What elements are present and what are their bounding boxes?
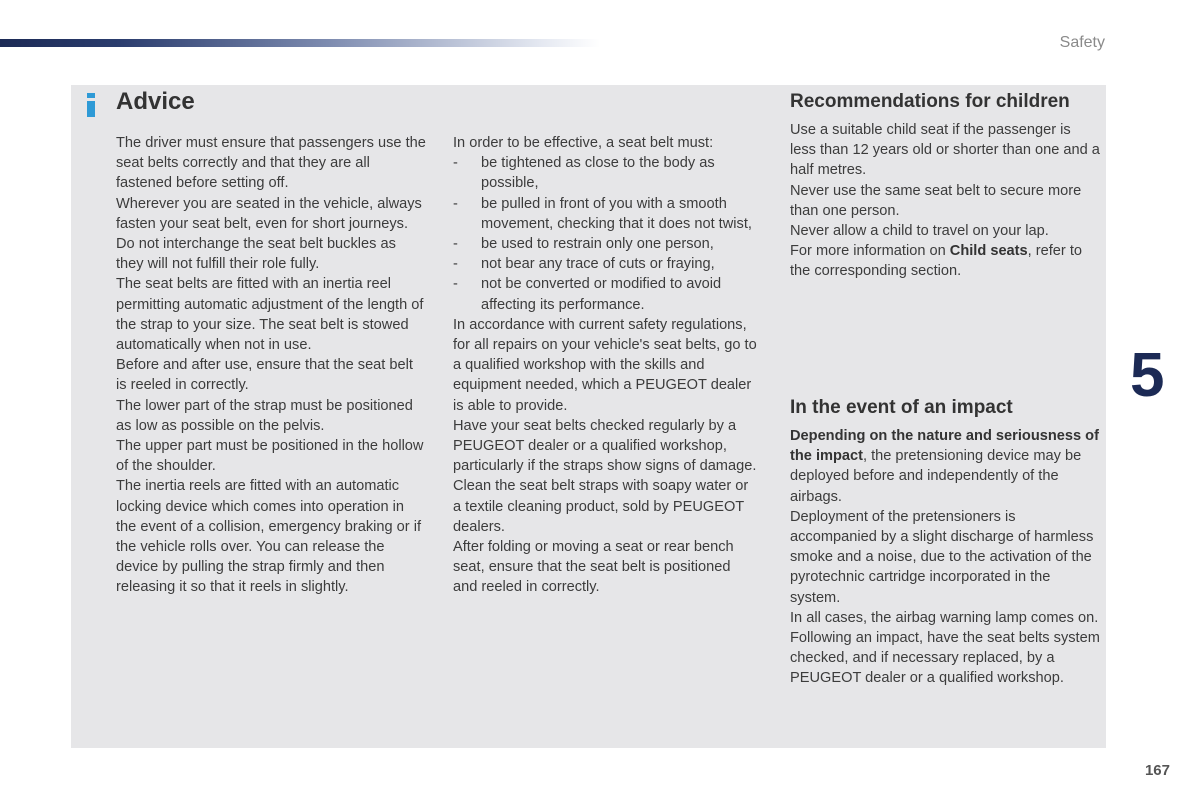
paragraph — [790, 426, 1100, 507]
list-item: - be tightened as close to the body as possible, — [453, 153, 758, 193]
paragraph — [790, 241, 1100, 281]
list-item: - be pulled in front of you with a smooth movement, checking that it does not twist, — [453, 194, 758, 234]
paragraph: Deployment of the pretensioners is accompanied by a slight discharge of harmless smoke and a noise, due to the activation of the pyrotechnic cartridge incorporated in the system. — [790, 508, 1094, 606]
paragraph: The seat belts are fitted with an inertia reel permitting automatic adjustment of the length of the strap to your size. The seat belt is stowed automatically when not in use. — [116, 276, 424, 354]
text-span: For more information on — [790, 243, 950, 260]
info-icon-dot — [87, 93, 95, 98]
paragraph: Have your seat belts checked regularly by a PEUGEOT dealer or a qualified workshop, particularly if the straps show signs of damage. — [453, 417, 757, 475]
text-span: , refer to the corresponding section. — [790, 243, 1082, 280]
paragraph: Never allow a child to travel on your lap. — [790, 223, 1049, 240]
paragraph: Use a suitable child seat if the passenger is less than 12 years old or shorter than one and a half metres. — [790, 122, 1100, 179]
impact-column — [790, 426, 1100, 689]
chapter-number: 5 — [1130, 341, 1165, 410]
info-icon-stem — [87, 101, 95, 117]
list-item: - not be converted or modified to avoid affecting its performance. — [453, 274, 758, 314]
paragraph: The inertia reels are fitted with an automatic locking device which comes into operation in the event of a collision, emergency braking or if the vehicle rolls over. You can release the device by pulling the strap firmly and then releasing it so that it reels in slightly. — [116, 478, 422, 596]
paragraph: After folding or moving a seat or rear bench seat, ensure that the seat belt is positioned and reeled in correctly. — [453, 539, 734, 596]
section-title: Safety — [1059, 34, 1105, 51]
text-span: , the pretensioning device may be deployed before and independently of the airbags. — [790, 448, 1082, 505]
impact-heading: In the event of an impact — [790, 397, 1013, 418]
info-icon — [87, 93, 95, 117]
advice-column-1 — [116, 133, 426, 598]
paragraph: Never use the same seat belt to secure more than one person. — [790, 182, 1082, 219]
paragraph: The lower part of the strap must be positioned as low as possible on the pelvis. — [116, 397, 413, 434]
paragraph: In accordance with current safety regulations, for all repairs on your vehicle's seat belts, go to a qualified workshop with the skills and equipment needed, which a PEUGEOT dealer is able to provide. — [453, 316, 757, 414]
child-seats-reference: Child seats — [949, 243, 1028, 260]
paragraph: The driver must ensure that passengers use the seat belts correctly and that they are all fastened before setting off. — [116, 135, 426, 192]
advice-column-2 — [453, 133, 758, 598]
paragraph: Following an impact, have the seat belts system checked, and if necessary replaced, by a PEUGEOT dealer or a qualified workshop. — [790, 630, 1100, 687]
page-number: 167 — [1144, 762, 1170, 779]
paragraph: In order to be effective, a seat belt must: — [453, 135, 714, 151]
children-column — [790, 120, 1100, 282]
bold-text: Depending on the nature and seriousness of the impact — [790, 428, 1099, 465]
paragraph: Wherever you are seated in the vehicle, always fasten your seat belt, even for short journeys. — [116, 195, 422, 232]
paragraph: Do not interchange the seat belt buckles as they will not fulfill their role fully. — [116, 236, 396, 273]
header-gradient-bar — [0, 39, 600, 47]
paragraph: Clean the seat belt straps with soapy water or a textile cleaning product, sold by PEUGEOT dealers. — [453, 478, 749, 535]
paragraph: The upper part must be positioned in the hollow of the shoulder. — [116, 438, 424, 475]
list-item: - not bear any trace of cuts or fraying, — [453, 254, 758, 274]
requirements-list — [453, 153, 758, 315]
paragraph: In all cases, the airbag warning lamp comes on. — [790, 609, 1099, 626]
paragraph: Before and after use, ensure that the seat belt is reeled in correctly. — [116, 357, 413, 394]
list-item: - be used to restrain only one person, — [453, 234, 758, 254]
children-heading: Recommendations for children — [790, 91, 1070, 112]
advice-title: Advice — [116, 88, 195, 115]
